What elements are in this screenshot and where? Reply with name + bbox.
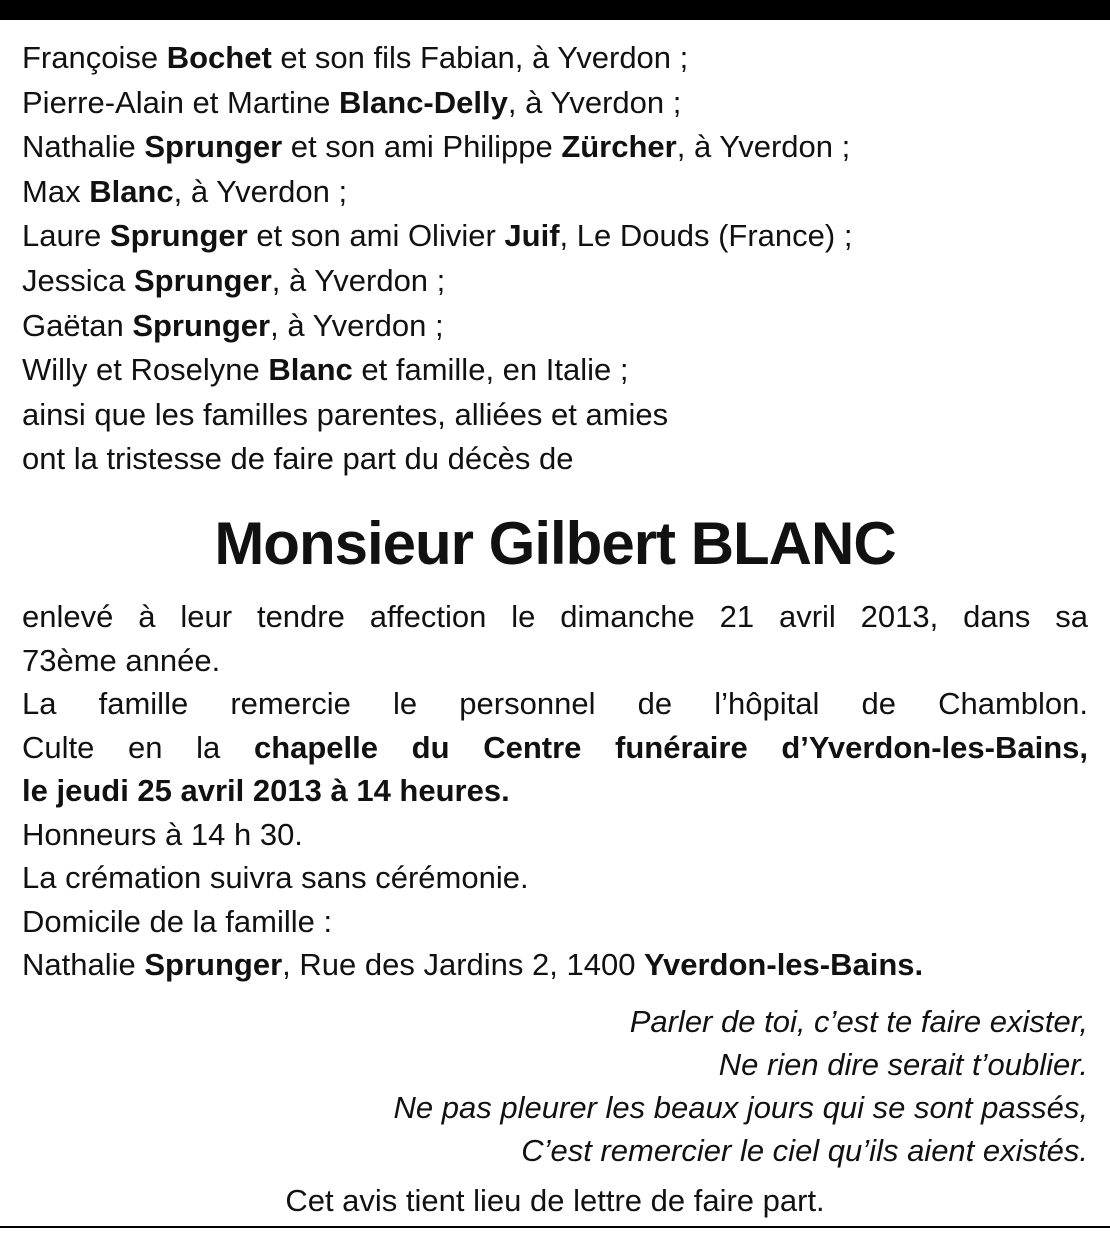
poem-line: Parler de toi, c’est te faire exister, — [629, 1004, 1088, 1039]
top-rule — [0, 0, 1110, 20]
poem — [394, 1000, 1088, 1172]
poem-line: Ne rien dire serait t’oublier. — [718, 1047, 1088, 1082]
surname: Sprunger — [132, 307, 271, 343]
mourner-line: ainsi que les familles parentes, alliées et amies — [22, 396, 669, 432]
surname: Sprunger — [109, 218, 248, 254]
surname: Sprunger — [144, 129, 283, 165]
mourner-line: Laure Sprunger et son ami Olivier Juif, Le Douds (France) ; — [22, 218, 853, 254]
mourner-line: Françoise Bochet et son fils Fabian, à Yverdon ; — [22, 40, 689, 75]
surname: Sprunger — [133, 262, 272, 298]
poem-line: C’est remercier le ciel qu’ils aient existés. — [521, 1133, 1088, 1168]
service-line: Culte en la chapelle du Centre funéraire d’Yverdon-les-Bains, — [22, 729, 1088, 765]
surname: Juif — [504, 218, 560, 254]
poem-line: Ne pas pleurer les beaux jours qui se sont passés, — [393, 1090, 1088, 1125]
surname: Blanc-Delly — [339, 84, 508, 120]
surname: Zürcher — [561, 129, 677, 165]
honours-line: Honneurs à 14 h 30. — [22, 816, 303, 852]
mourner-line: Gaëtan Sprunger, à Yverdon ; — [22, 307, 444, 343]
bottom-rule — [0, 1226, 1110, 1228]
mourner-line: Pierre-Alain et Martine Blanc-Delly, à Yverdon ; — [22, 84, 682, 120]
service-datetime: le jeudi 25 avril 2013 à 14 heures. — [22, 773, 510, 808]
age-line: 73ème année. — [22, 642, 221, 678]
surname: Bochet — [166, 40, 272, 75]
mourner-line: Jessica Sprunger, à Yverdon ; — [22, 262, 446, 298]
footer-note: Cet avis tient lieu de lettre de faire part. — [285, 1183, 825, 1218]
surname: Sprunger — [144, 947, 283, 982]
address-line: Nathalie Sprunger, Rue des Jardins 2, 1400 Yverdon-les-Bains. — [22, 947, 924, 982]
mourners-list — [22, 36, 1092, 482]
announcement-line: ont la tristesse de faire part du décès de — [22, 441, 574, 477]
service-place: chapelle du Centre funéraire d’Yverdon-les-Bains, — [253, 729, 1088, 765]
mourner-line: Max Blanc, à Yverdon ; — [22, 173, 348, 209]
notice-body — [22, 595, 1088, 987]
cremation-line: La crémation suivra sans cérémonie. — [22, 860, 529, 895]
surname: Blanc — [89, 173, 174, 209]
death-line: enlevé à leur tendre affection le dimanche 21 avril 2013, dans sa — [22, 599, 1088, 634]
surname: Blanc — [268, 352, 353, 388]
mourner-line: Nathalie Sprunger et son ami Philippe Zürcher, à Yverdon ; — [22, 129, 851, 165]
mourner-line: Willy et Roselyne Blanc et famille, en Italie ; — [22, 352, 629, 388]
city: Yverdon-les-Bains. — [644, 947, 924, 982]
domicile-label: Domicile de la famille : — [22, 903, 333, 939]
deceased-name: Monsieur Gilbert BLANC — [214, 510, 896, 577]
thanks-line: La famille remercie le personnel de l’hôpital de Chamblon. — [22, 686, 1088, 721]
